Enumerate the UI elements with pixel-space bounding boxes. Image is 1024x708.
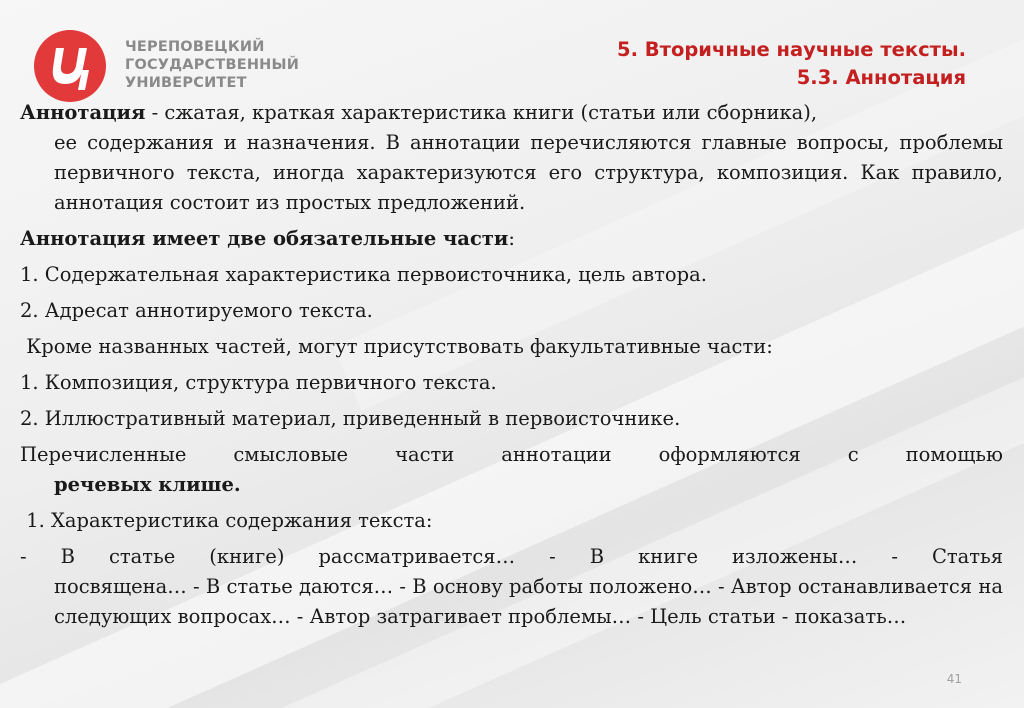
university-logo-icon (34, 30, 106, 102)
list-item: 1. Содержательная характеристика первоисточника, цель автора. (20, 263, 707, 286)
cliche-list-continuation: посвящена… - В статье даются… - В основу работы положено… - Автор останавливается на следующих вопросах… - Автор затрагивает проблемы… - Цель статьи - показать… (54, 575, 1003, 628)
list-item: 2. Иллюстративный материал, приведенный в первоисточнике. (20, 407, 681, 430)
required-parts-heading-text: Аннотация имеет две обязательные части (20, 227, 509, 250)
slide-content (20, 98, 1003, 632)
definition-term: Аннотация (20, 101, 146, 124)
required-parts-heading (20, 224, 1003, 254)
slide-header (617, 36, 966, 92)
university-name (125, 38, 299, 92)
subsection-title: 5.3. Аннотация (796, 66, 966, 89)
cliche-intro: Перечисленные смысловые части аннотации оформляются с помощью (20, 443, 1003, 466)
university-name-line: ЧЕРЕПОВЕЦКИЙ (125, 39, 265, 55)
cliche-list-first-line: - В статье (книге) рассматривается… - В книге изложены… - Статья (20, 545, 1003, 568)
optional-parts-intro: Кроме названных частей, могут присутствовать факультативные части: (20, 335, 773, 358)
list-item: 1. Композиция, структура первичного текста. (20, 371, 497, 394)
list-item: 2. Адресат аннотируемого текста. (20, 299, 373, 322)
content-characteristics-heading: 1. Характеристика содержания текста: (20, 509, 433, 532)
definition-first-line (20, 98, 1003, 128)
university-name-line: ГОСУДАРСТВЕННЫЙ (125, 57, 300, 73)
page-number: 41 (946, 672, 962, 686)
heading-colon: : (508, 227, 515, 250)
university-name-line: УНИВЕРСИТЕТ (125, 75, 247, 91)
definition-continuation: ее содержания и назначения. В аннотации перечисляются главные вопросы, проблемы первичного текста, иногда характеризуются его структура, композиция. Как правило, аннотация состоит из простых предложений. (54, 131, 1003, 214)
cliche-emphasis: речевых клише. (54, 473, 241, 496)
definition-text: - сжатая, краткая характеристика книги (статьи или сборника), (145, 101, 818, 124)
section-title: 5. Вторичные научные тексты. (617, 38, 966, 61)
